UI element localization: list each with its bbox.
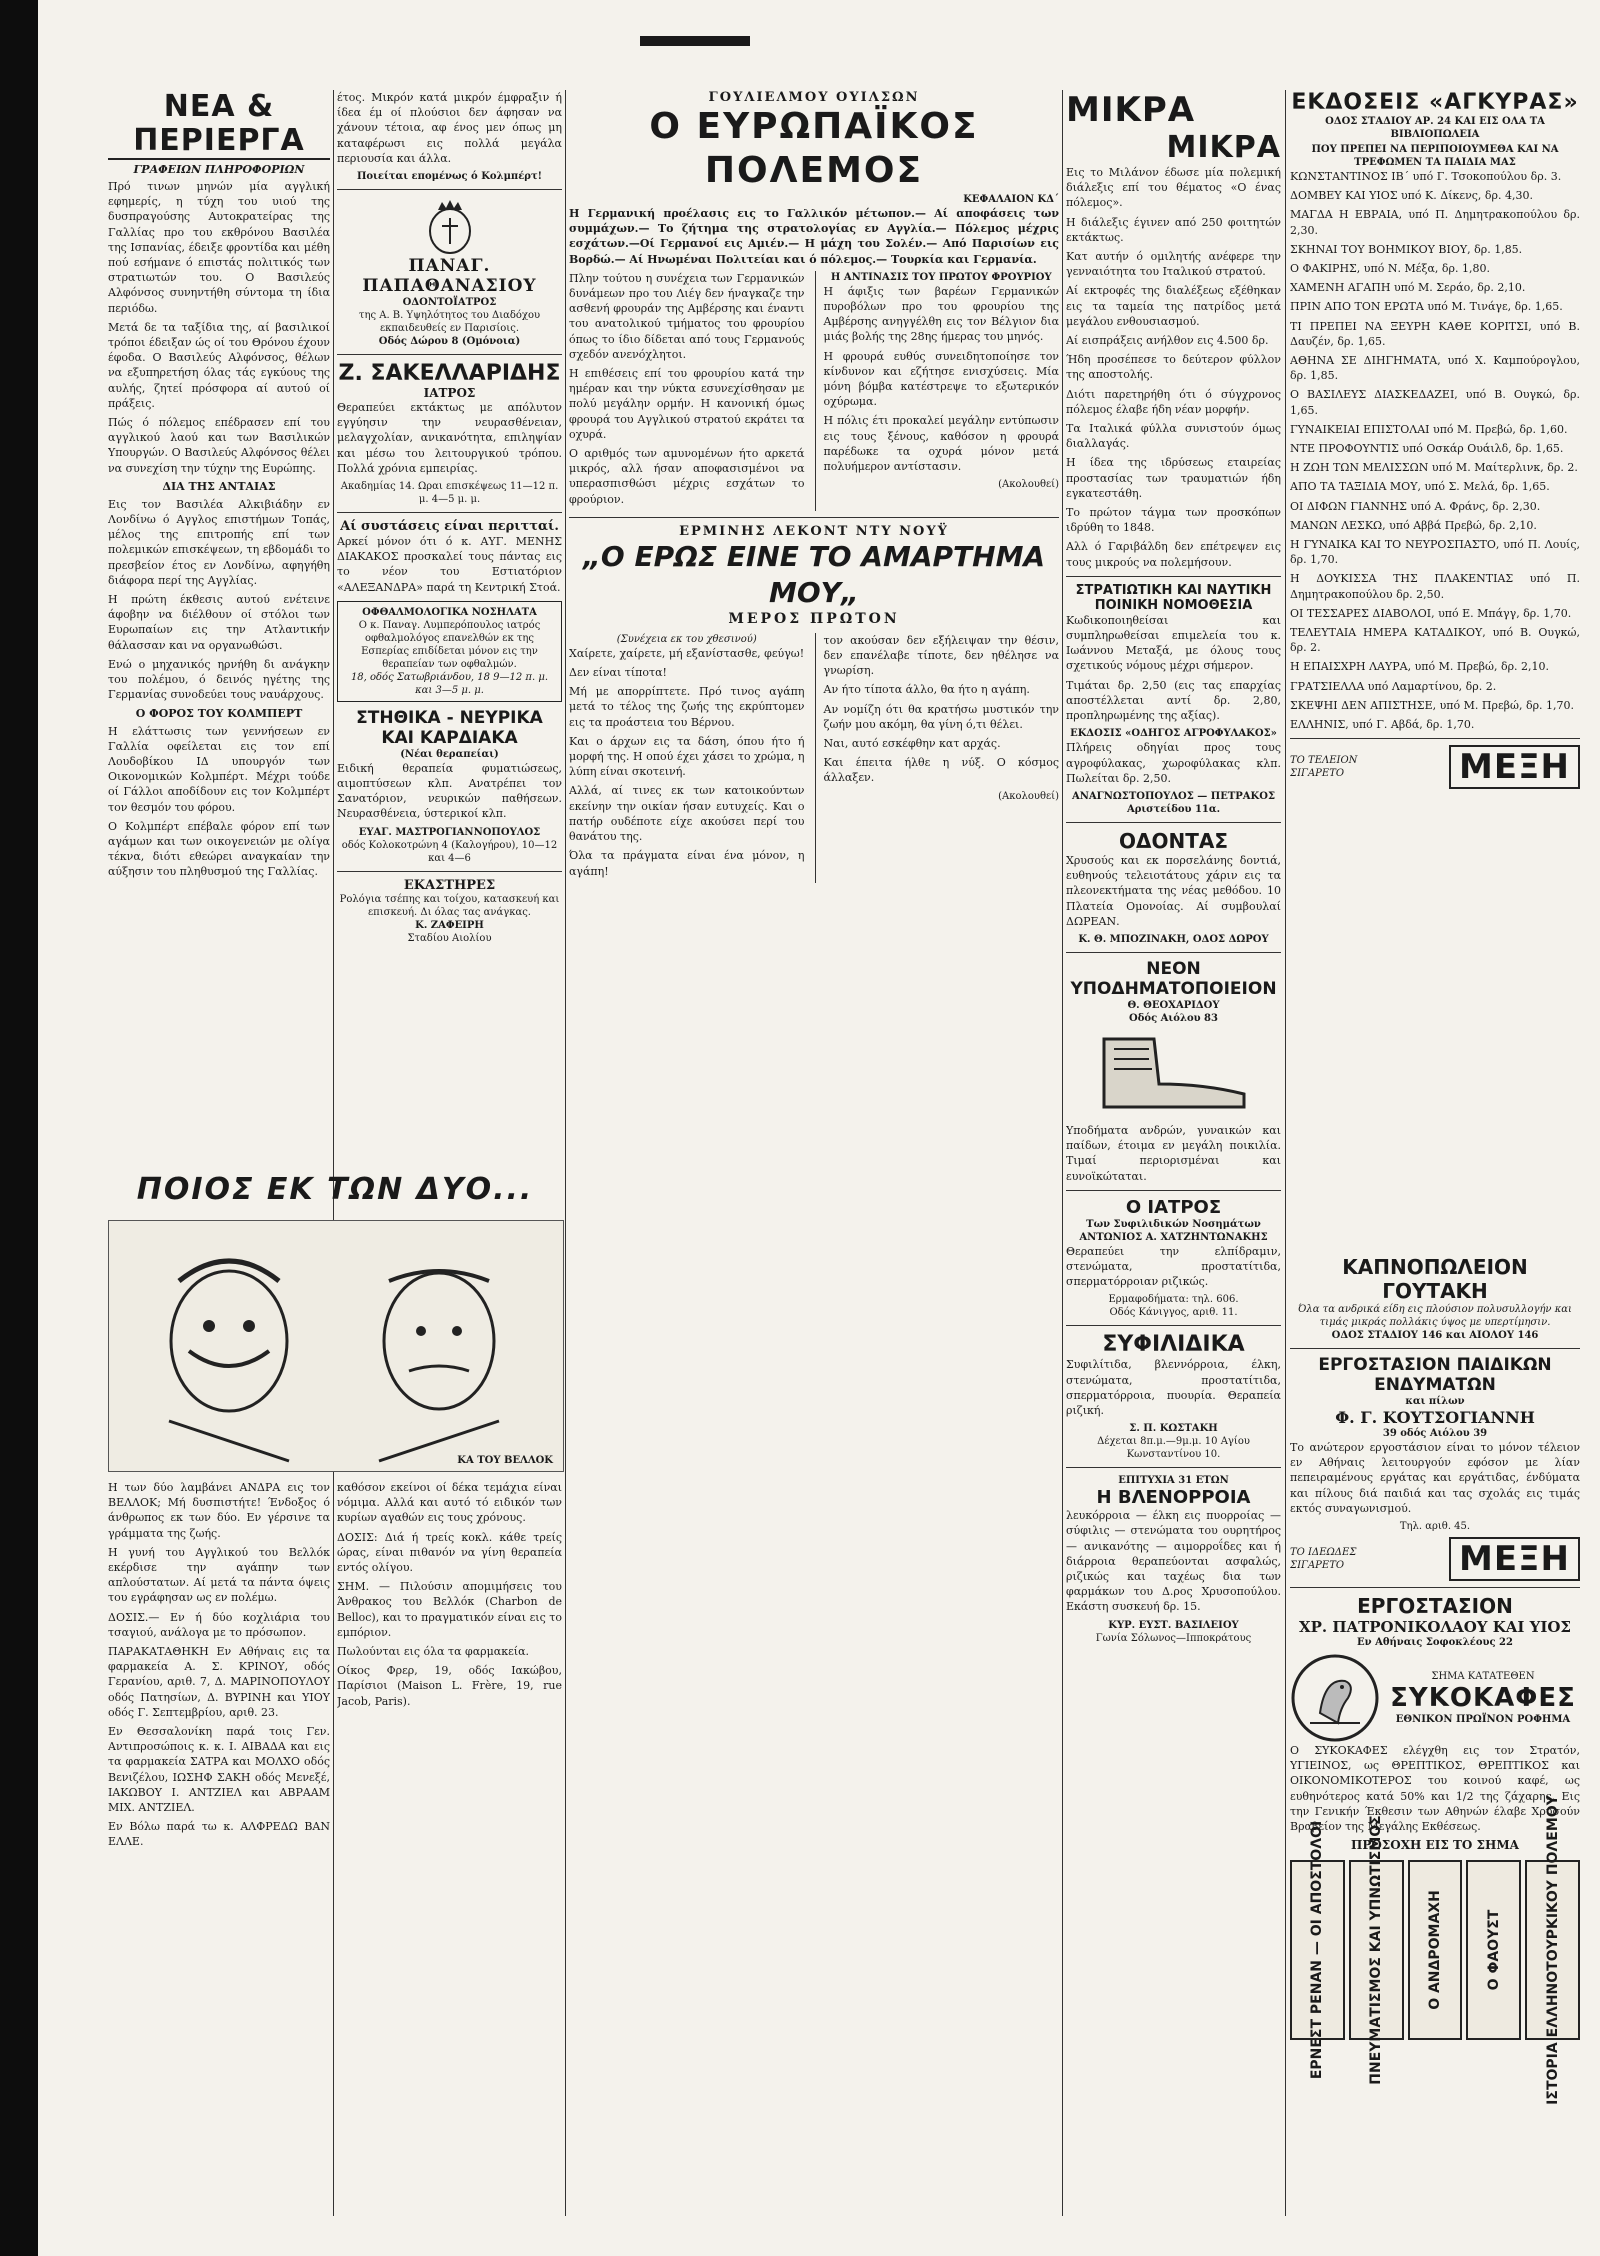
belloc-paragraph: ΔΟΣΙΣ: Διά ή τρείς κοκλ. κάθε τρείς ώρας, είναι πιθανόν να γίνη θεραπεία εντός ολίγου.: [337, 1530, 562, 1575]
serial-continued: (Ακολουθεί): [998, 479, 1059, 491]
novel-cont-note: (Συνέχεια εκ του χθεσινού): [616, 633, 757, 645]
belloc-paragraph: ΣΗΜ. — Πιλούσιν απομιμήσεις του Άνθρακος του Βελλόκ (Charbon de Belloc), και το πραγματικόν είναι εις το εμπόριον.: [337, 1580, 562, 1639]
book-title-item: ΠΡΙΝ ΑΠΟ ΤΟΝ ΕΡΩΤΑ υπό Μ. Τινάγε, δρ. 1,65.: [1290, 300, 1563, 314]
coffee-footer: ΠΡΟΣΟΧΗ ΕΙΣ ΤΟ ΣΗΜΑ: [1351, 1838, 1519, 1853]
doctor2-heading: Ο ΙΑΤΡΟΣ: [1125, 1196, 1222, 1218]
novel-paragraph: τον ακούσαν δεν εξήλειψαν την θέσιν, δεν επανέλαβε τίποτε, δεν ηθέλησε να γνωρίση.: [823, 633, 1059, 678]
book-title-item: ΝΤΕ ΠΡΟΦΟΥΝΤΙΣ υπό Οσκάρ Ουάιλδ, δρ. 1,65.: [1290, 442, 1564, 456]
news-paragraph: Εις τον Βασιλέα Αλκιβιάδην εν Λονδίνω ό Αγγλος επιστήμων Τοπάς, μέλος της επιτροπής επί των πολεμικών επισκέψεων, τη εβδομάδι το πρεσβείον έτος εν Λονδίνω, αφηγήθη διάφορα περί της Αγγλίας.: [108, 497, 330, 587]
blen-tagline: ΕΠΙΤΥΧΙΑ 31 ΕΤΩΝ: [1118, 1475, 1229, 1487]
news-paragraph: Ο Κολμπέρτ επέβαλε φόρον επί των αγάμων και των οικογενειών με ολίγα τέκνα, διότι εθεώρει αναγκαίαν την αύξησιν του πληθυσμού της Γαλλίας.: [108, 819, 330, 879]
divider: [1066, 952, 1281, 953]
book-spine-title: Ο ΦΑΟΥΣΤ: [1485, 1909, 1502, 1991]
book-title-item: ΤΙ ΠΡΕΠΕΙ ΝΑ ΞΕΥΡΗ ΚΑΘΕ ΚΟΡΙΤΣΙ, υπό Β. Δαυζέν, δρ. 1,65.: [1290, 319, 1580, 348]
book-title-item: ΓΥΝΑΙΚΕΙΑΙ ΕΠΙΣΤΟΛΑΙ υπό Μ. Πρεβώ, δρ. 1,60.: [1290, 422, 1568, 436]
portrait-sketch-icon: [109, 1221, 563, 1471]
book-title-item: ΚΩΝΣΤΑΝΤΙΝΟΣ ΙΒ΄ υπό Γ. Τσοκοπούλου δρ. 3.: [1290, 170, 1562, 183]
ad-chest-address: οδός Κολοκοτρώνη 4 (Καλογήρου), 10—12 και 4—6: [341, 839, 558, 864]
book-title-item: Η ΕΠΑΙΣΧΡΗ ΛΑΥΡΑ, υπό Μ. Πρεβώ, δρ. 2,10.: [1290, 660, 1550, 674]
divider: [1066, 1325, 1281, 1326]
ad-ophthalmology-name: ΟΦΘΑΛΜΟΛΟΓΙΚΑ ΝΟΣΗΛΑΤΑ: [362, 606, 537, 618]
factory-text: Το ανώτερον εργοστάσιον είναι το μόνον τέλειον εν Αθήναις λειτουργούν εφόσον με λίαν πεπειραμένους εργάτας και εργάτιδας, ένδύματα και πίλους διά παιδιά και τας σχολάς εις τιμάς εκτός συναγωνισμού.: [1290, 1441, 1580, 1515]
shoe-name: Θ. ΘΕΟΧΑΡΙΔΟΥ: [1127, 999, 1220, 1011]
syph-name: Σ. Π. ΚΩΣΤΑΚΗ: [1129, 1423, 1218, 1435]
news-subheading: ΓΡΑΦΕΙΩΝ ΠΛΗΡΟΦΟΡΙΩΝ: [133, 163, 305, 176]
news-paragraph: Η ελάττωσις των γεννήσεων εν Γαλλία οφείλεται εις τον επί Λουδοβίκου ΙΔ υπουργόν των Οικονομικών Κολμπέρτ. Μέχρι τούδε οί Γάλλοι αποδίδουν εις τον Κολμπέρτ τον θεσμόν του φόρου.: [108, 724, 330, 814]
ad-ophthalmology-box: [337, 601, 562, 702]
book-list: [1290, 169, 1580, 732]
blen-text: λευκόρροια — έλκη εις πυορροίας — σύφιλις — στενώματα του ουρητήρος — ανικανότης — αιμορροΐδες και ή διάρροια θεραπεύονται ασφαλώς, ριζικώς και ταχέως δια των φαρμάκων του Δ.ρος Χρυσοπούλου. Εκάστη συσκευή δρ. 15.: [1066, 1509, 1281, 1614]
book-title-item: ΓΡΑΤΣΙΕΛΛΑ υπό Λαμαρτίνου, δρ. 2.: [1290, 679, 1497, 693]
law-address: Αριστείδου 11α.: [1126, 803, 1221, 815]
book-title-item: ΕΛΛΗΝΙΣ, υπό Γ. Αβδά, δρ. 1,70.: [1290, 718, 1475, 732]
book-title-item: ΑΠΟ ΤΑ ΤΑΞΙΔΙΑ ΜΟΥ, υπό Σ. Μελά, δρ. 1,65.: [1290, 480, 1550, 494]
law-heading: ΣΤΡΑΤΙΩΤΙΚΗ ΚΑΙ ΝΑΥΤΙΚΗ ΠΟΙΝΙΚΗ ΝΟΜΟΘΕΣΙΑ: [1075, 582, 1272, 613]
mikra-item: Η διάλεξις έγινεν από 250 φοιτητών εκτάκτως.: [1066, 215, 1281, 244]
belloc-paragraph: Η γυνή του Αγγλικού του Βελλόκ εκέρδισε την αγάπην των απλούστατων. Αί μετά τα πάντα όψεις του εγράφησαν ως εν πολέμω.: [108, 1545, 330, 1605]
serial-paragraph: Η φρουρά ευθύς συνειδητοποίησε τον κίνδυνον και εζήτησε ενισχύσεις. Μία μόνη βόμβα κατέστρεψε το εξωτερικόν οχύρωμα.: [823, 349, 1059, 409]
novel-paragraph: Αλλά, αί τινες εκ των κατοικούντων εκείνην την οικίαν ήσαν ευτυχείς. Και ο πατήρ ουδέποτε είχε ακούσει περί του θανάτου της.: [569, 784, 805, 844]
serial-right-column: [815, 271, 1060, 511]
ad-dentist-address: Οδός Δώρου 8 (Ομόνοια): [378, 336, 521, 348]
serial-paragraph: Η πόλις έτι προκαλεί μεγάλην εντύπωσιν εις τους ξένους, καθόσον η φρουρά παρέδωκε τα οχυρά μόνον μετά πολυήμερον αντίστασιν.: [823, 414, 1059, 474]
ad-watch-text: Ρολόγια τσέπης και τοίχου, κατασκευή και επισκευή. Δι όλας τας ανάγκας.: [339, 893, 560, 918]
mikra-item: Τα Ιταλικά φύλλα συνιστούν όμως διαλλαγάς.: [1066, 422, 1281, 451]
books-address: ΟΔΟΣ ΣΤΑΔΙΟΥ ΑΡ. 24 ΚΑΙ ΕΙΣ ΟΛΑ ΤΑ ΒΙΒΛΙΟΠΩΛΕΙΑ: [1325, 116, 1545, 140]
cigarette-ad-left: ΤΟ ΤΕΛΕΙΟΝ ΣΙΓΑΡΕΤΟ: [1290, 755, 1358, 780]
parrot-trademark-icon: [1290, 1653, 1380, 1743]
blen-name: ΚΥΡ. ΕΥΣΤ. ΒΑΣΙΛΕΙΟΥ: [1108, 1619, 1239, 1631]
novel-paragraph: Μή με απορρίπτετε. Πρό τινος αγάπη μετά το τέλος της ζωής της εκρύπτομεν εις τα προάστεια του Βέρνου.: [569, 685, 805, 729]
illustration-heading: ΠΟΙΟΣ ΕΚ ΤΩΝ ΔΥΟ...: [136, 1172, 534, 1207]
divider: [569, 517, 1059, 518]
ad-doctor-text: Θεραπεύει εκτάκτως με απόλυτον εγγύησιν την νευρασθένειαν, μελαγχολίαν, ανικανότητα, επιληψίαν και μέσω του λειτουργικού τρόπου. Πολλά χρόνια εμπειρίας.: [337, 401, 562, 475]
cigarette-ad-brand: ΜΕΞΗ: [1449, 745, 1580, 789]
belloc-paragraph: Εν Θεσσαλονίκη παρά τοις Γεν. Αντιπροσώποις κ. κ. Ι. ΑΙΒΑΔΑ και εις τα φαρμακεία ΣΑΤΡΑ και ΜΟΛΧΟ οδός Βενιζέλου, ΙΩΣΗΦ ΣΑΚΗ οδός Μενεξέ, ΙΑΚΩΒΟΥ Ι. ΑΝΤΖΙΕΛ και ΑΒΡΑΑΜ ΜΙΧ. ΑΝΤΖΙΕΛ.: [108, 1725, 330, 1815]
mikra-heading-2: ΜΙΚΡΑ: [1166, 130, 1281, 165]
serial-body: [569, 271, 1059, 511]
factory-address: 39 οδός Αιόλου 39: [1382, 1428, 1488, 1439]
divider: [337, 354, 562, 355]
novel-body: [569, 633, 1059, 883]
shoe-text: Υποδήματα ανδρών, γυναικών και παίδων, έτοιμα εν μεγάλη ποικιλία. Τιμαί περιορισμέναι και ευνοϊκώταται.: [1066, 1123, 1281, 1183]
serial-summary: Η Γερμανική προέλασις εις το Γαλλικόν μέτωπον.— Αί αποφάσεις των συμμάχων.— Το ζήτημα της στρατολογίας εν Αγγλία.— Πόλεμος μέχρις εσχάτων.—Οί Γερμανοί εις Αμιέν.— Η μάχη του Σολέν.— Από Παρισίων εις Βορδώ.— Αί Ηνωμέναι Πολιτείαι και ό πόλεμος.— Τουρκία και Γερμανία.: [569, 207, 1059, 266]
novel-right-column: [815, 633, 1060, 883]
novel-paragraph: Αν νομίζη ότι θα κρατήσω μυστικόν την ζωήν μου ακόμη, θα γίνη ό,τι θέλει.: [823, 702, 1059, 731]
serial-paragraph: Πλην τούτου η συνέχεια των Γερμανικών δυνάμεων προ του Λιέγ δεν ήναγκαζε την ασθενή φρουράν της Αμβέρσης και έναντι του ανατολικού τμήματος του φρουρίου όπως το ίδιο δίδεται από τους Γερμανούς σχεδόν ανενόχλητοι.: [569, 271, 805, 361]
novel-paragraph: Αν ήτο τίποτα άλλο, θα ήτο η αγάπη.: [823, 683, 1030, 697]
mikra-item: Ήδη προσέπεσε το δεύτερον φύλλον της αποστολής.: [1066, 353, 1281, 382]
book-spine-title: Ο ΑΝΔΡΟΜΑΧΗ: [1426, 1890, 1443, 2011]
book-title-item: Ο ΦΑΚΙΡΗΣ, υπό Ν. Μέξα, δρ. 1,80.: [1290, 262, 1490, 276]
serial-title: Ο ΕΥΡΩΠΑΪΚΟΣ ΠΟΛΕΜΟΣ: [649, 106, 979, 191]
news-paragraph: Ενώ ο μηχανικός ηρνήθη δι ανάγκην του πολέμου, ό δεινός ηγέτης της Γερμανίας συνοδεύει τους ναυάρχους.: [108, 657, 330, 702]
mikra-item: Εις το Μιλάνον έδωσε μία πολεμική διάλεξις επί του θέματος «Ο ένας πόλεμος».: [1066, 166, 1281, 210]
serial-author: ΓΟΥΛΙΕΛΜΟΥ ΟΥΙΛΣΩΝ: [708, 90, 920, 105]
coffee-slogan: ΕΘΝΙΚΟΝ ΠΡΩΪΝΟΝ ΡΟΦΗΜΑ: [1395, 1714, 1571, 1726]
coffee-product: ΣΥΚΟΚΑΦΕΣ: [1390, 1683, 1576, 1714]
belloc-paragraph: ΠΑΡΑΚΑΤΑΘΗΚΗ Εν Αθήναις εις τα φαρμακεία Α. Σ. ΚΡΙΝΟΥ, οδός Γερανίου, αριθ. 7, Δ. ΜΑΡΙΝΟΠΟΥΛΟΥ οδός Πατησίων, Δ. ΒΥΡΙΝΗ και ΥΙΟΥ οδός Γ. Σεπτεμβρίου, αριθ. 23.: [108, 1645, 330, 1719]
book-title-item: Η ΔΟΥΚΙΣΣΑ ΤΗΣ ΠΛΑΚΕΝΤΙΑΣ υπό Π. Δημητρακοπούλου δρ. 2,50.: [1290, 572, 1580, 601]
divider: [1066, 1467, 1281, 1468]
book-title-item: ΣΚΕΨΗΙ ΔΕΝ ΑΠΙΣΤΗΣΕ, υπό Μ. Πρεβώ, δρ. 1,70.: [1290, 698, 1575, 712]
book-spine: [1349, 1815, 1404, 2085]
coffee-brand-row: [1290, 1653, 1580, 1743]
ad-restaurant-heading: Αί συστάσεις είναι περιτταί.: [340, 519, 559, 535]
continued-text: έτος. Μικρόν κατά μικρόν έμφραξιν ή ίδεα έμ οί πλούσιοι δεν άφησαν να χάνουν τέτοια, αφ ένος μεν όπως μη καταφέρωσι εις πολλά μεγάλα περιουσία και άλλα.: [337, 91, 562, 165]
book-spine: [1466, 1860, 1521, 2040]
ad-doctor-name: Ζ. ΣΑΚΕΛΛΑΡΙΔΗΣ: [338, 361, 561, 387]
belloc-paragraph: Εν Βόλω παρά τω κ. ΑΛΦΡΕΔΩ ΒΑΝ ΕΛΛΕ.: [108, 1820, 330, 1849]
factory-heading: ΕΡΓΟΣΤΑΣΙΟΝ ΠΑΙΔΙΚΩΝ ΕΝΔΥΜΑΤΩΝ: [1318, 1355, 1552, 1395]
novel-paragraph: Ναι, αυτό εσκέφθην κατ αρχάς.: [823, 737, 1001, 751]
belloc-paragraph: Η των δύο λαμβάνει ΑΝΔΡΑ εις τον ΒΕΛΛΟΚ; Μή δυσπιστήτε! Ένδοξος ό άνθρωπος εκ των δύο. Εν γέρσινε τα γράμματα της ζωής.: [108, 1481, 330, 1540]
two-men-illustration: [108, 1220, 564, 1472]
column-mikra: [1066, 90, 1281, 2216]
serial-left-column: [569, 271, 805, 511]
book-spine-title: ΠΝΕΥΜΑΤΙΣΜΟΣ ΚΑΙ ΥΠΝΩΤΙΣΜΟΣ: [1368, 1815, 1385, 2085]
cigarette-ad-2-left: ΤΟ ΙΔΕΩΔΕΣ ΣΙΓΑΡΕΤΟ: [1290, 1547, 1357, 1572]
book-title-item: ΟΙ ΤΕΣΣΑΡΕΣ ΔΙΑΒΟΛΟΙ, υπό Ε. Μπάγγ, δρ. 1,70.: [1290, 606, 1572, 620]
book-spine: [1408, 1860, 1463, 2040]
blen-heading: Η ΒΛΕΝΟΡΡΟΙΑ: [1096, 1487, 1251, 1509]
teeth-text: Χρυσούς και εκ πορσελάνης δοντιά, ευθηνούς τελειοτάτους χάριν εις τα πλεονεκτήματα της νέας μεθόδου. 10 Πλατεία Ομονοίας. Αί συμβουλαί ΔΩΡΕΑΝ.: [1066, 853, 1281, 928]
divider: [337, 512, 562, 513]
shop-heading: ΚΑΠΝΟΠΩΛΕΙΟΝ ΓΟΥΤΑΚΗ: [1342, 1255, 1528, 1303]
book-spine: [1290, 1821, 1345, 2080]
cigarette-ad-2: [1290, 1537, 1580, 1581]
mikra-item: Η ίδεα της ιδρύσεως εταιρείας προστασίας των τραυματιών ήδη εγκατεστάθη.: [1066, 456, 1281, 500]
news-subheading: Ο ΦΟΡΟΣ ΤΟΥ ΚΟΛΜΠΕΡΤ: [135, 706, 303, 720]
coffee-brand-text: [1386, 1670, 1580, 1726]
ad-watch-address: Σταδίου Αιολίου: [407, 932, 492, 944]
belloc-ad-right: [337, 1480, 562, 2210]
novel-paragraph: Δεν είναι τίποτα!: [569, 666, 667, 680]
belloc-ad-left: [108, 1480, 330, 2210]
serial-paragraph: Ο αριθμός των αμυνομένων ήτο αρκετά μικρός, αλλ ήσαν αποφασισμένοι να υπερασπισθώσι μέχρις εσχάτων το φρούριον.: [569, 447, 805, 506]
book-title-item: Η ΖΩΗ ΤΩΝ ΜΕΛΙΣΣΩΝ υπό Μ. Μαίτερλινκ, δρ. 2.: [1290, 461, 1578, 475]
boot-icon: [1084, 1029, 1264, 1119]
law-pub-text: Πλήρεις οδηγίαι προς τους αγροφύλακας, χωροφύλακας κλπ. Πωλείται δρ. 2,50.: [1066, 741, 1281, 785]
novel-part: ΜΕΡΟΣ ΠΡΩΤΟΝ: [728, 610, 900, 627]
ad-ophthalmology-hours: 18, οδός Σατωβριάνδου, 18 9—12 π. μ. και 3—5 μ. μ.: [350, 671, 549, 696]
ad-watch-heading: ΕΚΑΣΤΗΡΕΣ: [403, 877, 496, 893]
ad-chest-sub: (Νέαι θεραπείαι): [400, 748, 499, 760]
divider: [1066, 822, 1281, 823]
ad-watch-name: Κ. ΖΑΦΕΙΡΗ: [415, 919, 484, 931]
coffee-stamp: ΣΗΜΑ ΚΑΤΑΤΕΘΕΝ: [1431, 1671, 1535, 1683]
syph-address: Δέχεται 8π.μ.—9μ.μ. 10 Αγίου Κωνσταντίνου 10.: [1097, 1436, 1250, 1461]
belloc-paragraph: Πωλούνται εις όλα τα φαρμακεία.: [337, 1645, 530, 1659]
divider: [337, 189, 562, 190]
news-subheading: ΔΙΑ ΤΗΣ ΑΝΤΑΙΑΣ: [162, 479, 276, 493]
law-text: Κωδικοποιηθείσαι και συμπληρωθείσαι επιμελεία του κ. Ιωάννου Μεταξά, με όλους τους σχετικούς νόμους μέχρι σήμερον.: [1066, 613, 1281, 673]
book-title-item: ΤΕΛΕΥΤΑΙΑ ΗΜΕΡΑ ΚΑΤΑΔΙΚΟΥ, υπό Β. Ουγκώ, δρ. 2.: [1290, 626, 1580, 655]
belloc-paragraph: ΔΟΣΙΣ.— Εν ή δύο κοχλιάρια του τσαγιού, ανάλογα με το πρόσωπον.: [108, 1610, 330, 1639]
coffee-factory-name: ΧΡ. ΠΑΤΡΟΝΙΚΟΛΑΟΥ ΚΑΙ ΥΙΟΣ: [1298, 1618, 1572, 1637]
masthead-rule: [640, 36, 750, 46]
column-news: [108, 90, 330, 1166]
column-ads: [337, 90, 562, 1166]
divider: [1066, 576, 1281, 577]
news-paragraph: Πρό τινων μηνών μία αγγλική εφημερίς, η τύχη του υιού της δυσπραγούσης Αυτοκρατείρας της Γαλλίας προ του εκθρόνου Βασιλέα της Ισπανίας, έδειξε φροντίδα και μέθη πού εσήμανε ό επιστάς πολιτικός των στρατιωτών του. Ο Βασιλεύς Αλφόνσος συνηντήθη σύντομα τη ίδια περιόδω.: [108, 180, 330, 315]
book-title-item: Ο ΒΑΣΙΛΕΥΣ ΔΙΑΣΚΕΔΑΖΕΙ, υπό Β. Ουγκώ, δρ. 1,65.: [1290, 388, 1580, 417]
shop-text: Όλα τα ανδρικά είδη εις πλούσιον πολυσυλλογήν και τιμάς μικράς πολλάκις ύψος με υπερτίμησιν.: [1298, 1304, 1572, 1328]
syph-heading: ΣΥΦΙΛΙΔΙΚΑ: [1102, 1332, 1245, 1358]
news-paragraph: Πώς ό πόλεμος επέδρασεν επί του αγγλικού λαού και των Βασιλικών Υπουργών. Ο Βασιλεύς Αλφόνσος θέλει να συνεχίση την τύχην της Ευρώπης.: [108, 416, 330, 475]
serial-side-heading: Η ΑΝΤΙΝΑΣΙΣ ΤΟΥ ΠΡΩΤΟΥ ΦΡΟΥΡΙΟΥ: [830, 271, 1052, 283]
book-title-item: ΑΘΗΝΑ ΣΕ ΔΙΗΓΗΜΑΤΑ, υπό Χ. Καμπούρογλου, δρ. 1,85.: [1290, 354, 1580, 383]
belloc-paragraph: Οίκος Φρερ, 19, οδός Ιακώβου, Παρίσιοι (Maison L. Frère, 19, rue Jacob, Paris).: [337, 1664, 562, 1708]
novel-paragraph: Χαίρετε, χαίρετε, μή εξανίστασθε, φεύγω!: [569, 646, 805, 660]
novel-paragraph: Και έπειτα ήλθε η νύξ. Ο κόσμος άλλαξεν.: [823, 756, 1059, 785]
column-rule: [333, 90, 334, 2216]
divider: [337, 871, 562, 872]
serial-paragraph: Η άφιξις των βαρέων Γερμανικών πυροβόλων προ του φρουρίου της Αμβέρσης ανηγγέλθη εις τον Βέλγιον δια μιάς βολής της 28ης ήμερας του μηνός.: [823, 284, 1059, 344]
mikra-item: Κατ αυτήν ό ομιλητής ανέφερε την γενναιότητα του Ιταλικού στρατού.: [1066, 250, 1281, 279]
books-intro: ΠΟΥ ΠΡΕΠΕΙ ΝΑ ΠΕΡΙΠΟΙΟΥΜΕΘΑ ΚΑΙ ΝΑ ΤΡΕΦΩΜΕΝ ΤΑ ΠΑΙΔΙΑ ΜΑΣ: [1311, 144, 1559, 168]
coffee-text: Ο ΣΥΚΟΚΑΦΕΣ ελέγχθη εις τον Στρατόν, ΥΓΙΕΙΝΟΣ, ως ΘΡΕΠΤΙΚΟΣ, ΘΡΕΠΤΙΚΟΣ και ΟΙΚΟΝΟΜΙΚΟΤΕΡΟΣ του κοινού καφέ, ως ευθηνότερος κατά 50% και 1/2 της ζάχαρης. Εις την Γενικήν Έκθεσιν των Αθηνών έλαβε Χρυσούν Βραβείον της Μεγάλης Εκθέσεως.: [1290, 1744, 1580, 1834]
mikra-item: Αί εισπράξεις ανήλθον εις 4.500 δρ.: [1066, 334, 1269, 348]
shop-address: ΟΔΟΣ ΣΤΑΔΙΟΥ 146 και ΑΙΟΛΟΥ 146: [1331, 1330, 1539, 1341]
column-books-lower: [1290, 1255, 1580, 2215]
book-spine-title: ΙΣΤΟΡΙΑ ΕΛΛΗΝΟΤΟΥΡΚΙΚΟΥ ΠΟΛΕΜΟΥ: [1544, 1795, 1561, 2106]
book-title-item: ΧΑΜΕΝΗ ΑΓΑΠΗ υπό Μ. Σεράο, δρ. 2,10.: [1290, 281, 1526, 295]
ad-dentist-name: ΠΑΝΑΓ. ΠΑΠΑΘΑΝΑΣΙΟΥ: [362, 256, 537, 297]
teeth-name: Κ. Θ. ΜΠΟΖΙΝΑΚΗ, ΟΔΟΣ ΔΩΡΟΥ: [1078, 933, 1269, 945]
mikra-item: Διότι παρετηρήθη ότι ό σύγχρονος πόλεμος έλαβε ήδη νέαν μορφήν.: [1066, 387, 1281, 416]
news-paragraph: Η πρώτη έκθεσις αυτού ενέτεινε άφοβην να διέλθουν οί στόλοι των Ευρωπαίων εις την Ατλαντικήν θάλασσαν και να οργανωθώσι.: [108, 593, 330, 652]
law-pub: ΕΚΔΟΣΙΣ «ΟΔΗΓΟΣ ΑΓΡΟΦΥΛΑΚΟΣ»: [1070, 728, 1277, 740]
shoe-heading: ΝΕΟΝ ΥΠΟΔΗΜΑΤΟΠΟΙΕΙΟΝ: [1070, 958, 1277, 999]
page-spine: [0, 0, 38, 2256]
books-heading: ΕΚΔΟΣΕΙΣ «ΑΓΚΥΡΑΣ»: [1291, 90, 1579, 115]
mikra-heading: ΜΙΚΡΑ: [1066, 90, 1196, 130]
column-books: [1290, 90, 1580, 1246]
book-title-item: Η ΓΥΝΑΙΚΑ ΚΑΙ ΤΟ ΝΕΥΡΟΣΠΑΣΤΟ, υπό Π. Λουίς, δρ. 1,70.: [1290, 538, 1580, 567]
ad-doctor-title: ΙΑΤΡΟΣ: [423, 386, 476, 401]
doctor2-phone: Ερμαφοδήματα: τηλ. 606.: [1108, 1294, 1239, 1306]
novel-continued: (Ακολουθεί): [998, 790, 1059, 802]
tagline: Ποιείται επομένως ό Κολμπέρτ!: [356, 171, 543, 183]
cigarette-ad-2-brand: ΜΕΞΗ: [1449, 1537, 1580, 1581]
mikra-item: Αλλ ό Γαριβάλδη δεν επέτρεψεν εις τους μικρούς να πολεμήσουν.: [1066, 540, 1281, 569]
royal-crest-icon: [420, 196, 480, 256]
divider: [1290, 738, 1580, 739]
column-serials: [569, 90, 1059, 2216]
blen-address: Γωνία Σόλωνος—Ιπποκράτους: [1095, 1632, 1252, 1644]
book-title-item: ΣΚΗΝΑΙ ΤΟΥ ΒΟΗΜΙΚΟΥ ΒΙΟΥ, δρ. 1,85.: [1290, 242, 1523, 256]
doctor2-name: ΑΝΤΩΝΙΟΣ Α. ΧΑΤΖΗΝΤΩΝΑΚΗΣ: [1079, 1231, 1268, 1243]
coffee-factory-heading: ΕΡΓΟΣΤΑΣΙΟΝ: [1357, 1594, 1513, 1619]
column-rule: [1062, 90, 1063, 2216]
divider: [1066, 1190, 1281, 1191]
ad-dentist-title: ΟΔΟΝΤΟΪΑΤΡΟΣ: [402, 297, 497, 309]
book-title-item: ΜΑΝΩΝ ΛΕΣΚΩ, υπό Αββά Πρεβώ, δρ. 2,10.: [1290, 518, 1537, 532]
illustration-caption: ΚΑ ΤΟΥ ΒΕΛΛΟΚ: [453, 1454, 557, 1467]
novel-paragraph: Και ο άρχων εις τα δάση, όπου ήτο ή μορφή της. Η οπού έχει χάσει το χρώμα, η λύπη είναι σκοτεινή.: [569, 734, 805, 779]
belloc-paragraph: καθόσον εκείνοι οί δέκα τεμάχια είναι νόμιμα. Αλλά και αυτό τό ειδικόν των κυρίων αγαθών εις τους χρόνους.: [337, 1481, 562, 1525]
syph-text: Συφιλίτιδα, βλεννόρροια, έλκη, στενώματα, προστατίτιδα, σπερματόρροια, πυουρία. Θεραπεία ριζική.: [1066, 1358, 1281, 1417]
book-title-item: ΔΟΜΒΕΥ ΚΑΙ ΥΙΟΣ υπό Κ. Δίκενς, δρ. 4,30.: [1290, 189, 1533, 203]
column-rule: [1285, 90, 1286, 2216]
book-spine: [1525, 1795, 1580, 2106]
factory-phone: Τηλ. αριθ. 45.: [1399, 1521, 1471, 1533]
doctor2-text: Θεραπεύει την ελπίδραμιν, στενώματα, προστατίτιδα, σπερματόρροιαν ριζικώς.: [1066, 1244, 1281, 1289]
doctor2-sub: Των Συφιλιδικών Νοσημάτων: [1086, 1218, 1261, 1230]
ad-restaurant-text: Αρκεί μόνον ότι ό κ. ΑΥΓ. ΜΕΝΗΣ ΔΙΑΚΑΚΟΣ προσκαλεί τους πάντας εις το νέον του Εστιατόριον «ΑΛΕΞΑΝΔΡΑ» παρά τη Κεντρική Στοά.: [337, 535, 562, 594]
law-price: Τιμάται δρ. 2,50 (εις τας επαρχίας αποστέλλεται αντί δρ. 2,80, προπληρωμένης της αξίας).: [1066, 678, 1281, 723]
novel-author: ΕΡΜΙΝΗΣ ΛΕΚΟΝΤ ΝΤΥ ΝΟΥΫ: [679, 523, 949, 539]
law-seller: ΑΝΑΓΝΩΣΤΟΠΟΥΛΟΣ — ΠΕΤΡΑΚΟΣ: [1071, 790, 1276, 802]
shoe-address: Οδός Αιόλου 83: [1129, 1012, 1218, 1024]
ad-ophthalmology-text: Ο κ. Παναγ. Λυμπερόπουλος ιατρός οφθαλμολόγος επανελθών εκ της Εσπερίας επιδίδεται μόνον εις την θεραπείαν των οφθαλμών.: [358, 619, 541, 670]
factory-name: Φ. Γ. ΚΟΥΤΣΟΓΙΑΝΝΗ: [1335, 1408, 1535, 1427]
serial-paragraph: Η επιθέσεις επί του φρουρίου κατά την ημέραν και την νύκτα εσυνεχίσθησαν με πολύ μεγάλην ορμήν. Η κανονική όμως φρουρά του Αγγλικού στρατού εκράτει τα οχυρά.: [569, 367, 805, 441]
serial-chapter: ΚΕΦΑΛΑΙΟΝ ΚΔ΄: [963, 194, 1059, 205]
book-title-item: ΟΙ ΔΙΦΩΝ ΓΙΑΝΝΗΣ υπό Α. Φράνς, δρ. 2,30.: [1290, 499, 1541, 513]
cigarette-ad: [1290, 745, 1580, 789]
book-spine-title: ΕΡΝΕΣΤ ΡΕΝΑΝ — ΟΙ ΑΠΟΣΤΟΛΟΙ: [1309, 1821, 1326, 2080]
novel-left-column: [569, 633, 805, 883]
ad-dentist-text: της Α. Β. Υψηλότητος του Διαδόχου εκπαιδευθείς εν Παρισίοις.: [358, 310, 541, 335]
divider: [1290, 1587, 1580, 1588]
doctor2-address: Οδός Κάνιγγος, αριθ. 11.: [1109, 1307, 1238, 1319]
ad-doctor-hours: Ακαδημίας 14. Ωραι επισκέψεως 11—12 π. μ. 4—5 μ. μ.: [340, 481, 559, 506]
ad-chest-name: ΕΥΑΓ. ΜΑΣΤΡΟΓΙΑΝΝΟΠΟΥΛΟΣ: [358, 826, 541, 838]
ad-chest-heading: ΣΤΗΘΙΚΑ - ΝΕΥΡΙΚΑ ΚΑΙ ΚΑΡΔΙΑΚΑ: [356, 707, 543, 748]
coffee-factory-address: Εν Αθήναις Σοφοκλέους 22: [1357, 1637, 1513, 1649]
book-title-item: ΜΑΓΔΑ Η ΕΒΡΑΙΑ, υπό Π. Δημητρακοπούλου δρ. 2,30.: [1290, 208, 1580, 237]
novel-paragraph: Όλα τα πράγματα είναι ένα μόνον, η αγάπη!: [569, 849, 805, 878]
column-rule: [565, 90, 566, 2216]
novel-title: „Ο ΕΡΩΣ ΕΙΝΕ ΤΟ ΑΜΑΡΤΗΜΑ ΜΟΥ„: [582, 539, 1046, 609]
ad-chest-text: Ειδική θεραπεία φυματιώσεως, αιμοπτύσεων κλπ. Ανατρέπει τον Σανατόριον, νευρικών παθήσεων. Νευρασθένεια, ύστερικοί κλπ.: [337, 761, 562, 821]
divider: [1290, 1348, 1580, 1349]
mikra-item: Αί εκτροφές της διαλέξεως εξέθηκαν εις τα ταμεία της πατρίδος μετά μεγάλου ενθουσιασμού.: [1066, 284, 1281, 328]
factory-sub: και πίλων: [1405, 1396, 1465, 1407]
mikra-item: Το πρώτον τάγμα των προσκόπων ιδρύθη το 1848.: [1066, 506, 1281, 535]
news-paragraph: Μετά δε τα ταξίδια της, αί βασιλικοί τρόποι έδειξαν ώς οί του Θρόνου έχουν έφοδα. Ο Βασιλεύς Αλφόνσος, θέλων να εξυπηρετήση όλας τάς εγκύους της αυλής, ζητεί πρόσφορα αί αυτού οί πράξεις.: [108, 320, 330, 410]
news-heading: ΝΕΑ & ΠΕΡΙΕΡΓΑ: [108, 90, 330, 160]
teeth-heading: ΟΔΟΝΤΑΣ: [1118, 828, 1228, 853]
